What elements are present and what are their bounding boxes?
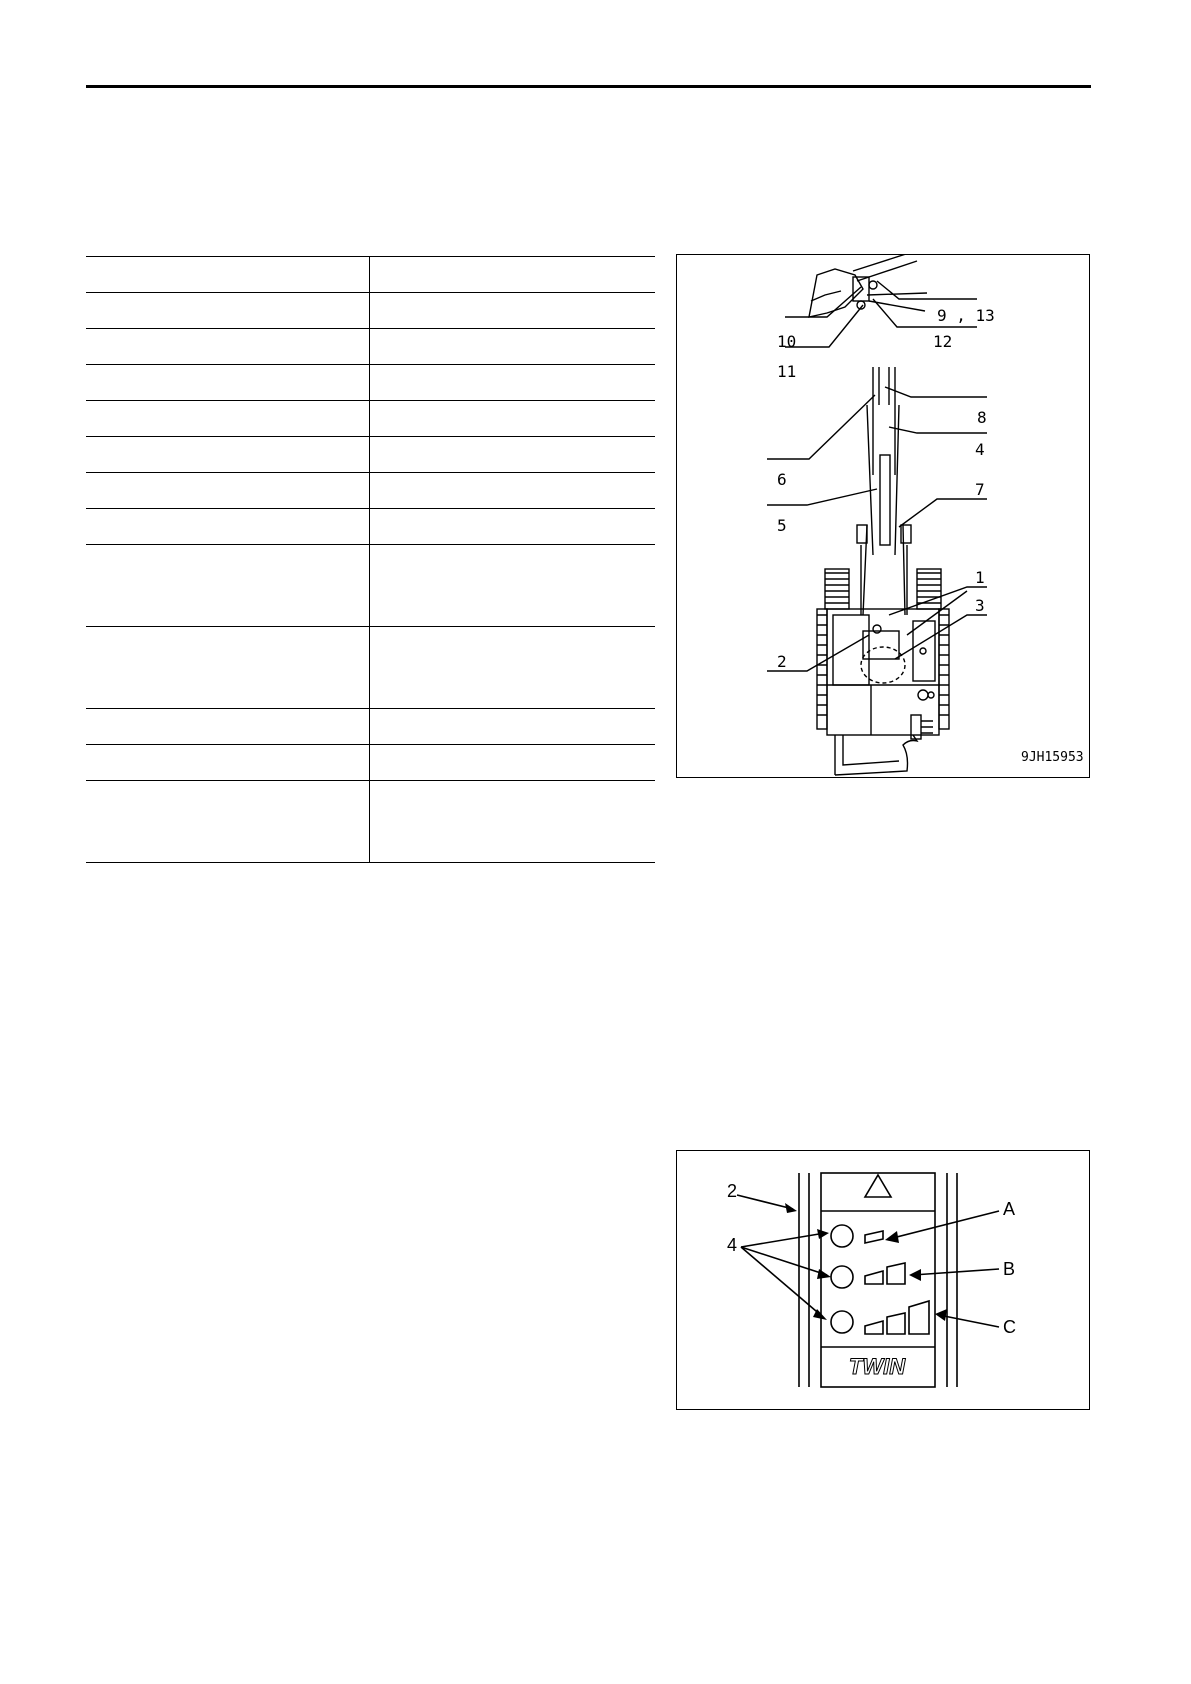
callout-11: 11 <box>777 362 797 381</box>
table-row <box>86 781 655 863</box>
callout-12: 12 <box>933 332 953 351</box>
callout-c: C <box>1003 1317 1016 1337</box>
table-cell-item <box>86 437 370 472</box>
callout-8: 8 <box>977 408 987 427</box>
callout-4: 4 <box>975 440 985 459</box>
callout-a: A <box>1003 1199 1016 1219</box>
table-cell-value <box>370 329 655 364</box>
monitor-panel-drawing <box>677 1151 1089 1409</box>
table-cell-item <box>86 627 370 708</box>
table-cell-item <box>86 365 370 400</box>
table-cell-item <box>86 329 370 364</box>
lamp-1 <box>831 1225 853 1247</box>
table-row <box>86 509 655 545</box>
table-cell-item <box>86 781 370 862</box>
table-row <box>86 473 655 509</box>
table-cell-value <box>370 365 655 400</box>
table-cell-value <box>370 473 655 508</box>
header-rule <box>86 85 1091 88</box>
table-cell-value <box>370 781 655 862</box>
machine-drawing <box>677 255 1089 777</box>
table-row <box>86 745 655 781</box>
table-row <box>86 627 655 709</box>
callout-2: 2 <box>727 1181 738 1201</box>
callout-6: 6 <box>777 470 787 489</box>
table-row <box>86 293 655 329</box>
warning-triangle-icon <box>865 1175 891 1197</box>
table-row <box>86 257 655 293</box>
table-cell-value <box>370 709 655 744</box>
table-row <box>86 709 655 745</box>
callout-3: 3 <box>975 596 985 615</box>
callout-7: 7 <box>975 480 985 499</box>
callout-4: 4 <box>727 1235 738 1255</box>
callout-9-13: 9 , 13 <box>937 306 995 325</box>
spec-table <box>86 256 655 863</box>
callout-2: 2 <box>777 652 787 671</box>
callout-b: B <box>1003 1259 1016 1279</box>
table-cell-item <box>86 257 370 292</box>
table-row <box>86 401 655 437</box>
table-cell-value <box>370 509 655 544</box>
table-cell-item <box>86 401 370 436</box>
table-cell-item <box>86 545 370 626</box>
lamp-2 <box>831 1266 853 1288</box>
upper-structure <box>827 609 939 735</box>
table-cell-value <box>370 545 655 626</box>
table-cell-value <box>370 627 655 708</box>
table-row <box>86 329 655 365</box>
monitor-panel-figure <box>676 1150 1090 1410</box>
callout-1: 1 <box>975 568 985 587</box>
twin-logo: TWIN <box>848 1354 906 1379</box>
lamp-3 <box>831 1311 853 1333</box>
callout-10: 10 <box>777 332 797 351</box>
table-cell-value <box>370 437 655 472</box>
figure-code: 9JH15953 <box>1021 750 1084 765</box>
table-cell-value <box>370 293 655 328</box>
machine-figure <box>676 254 1090 778</box>
table-cell-item <box>86 709 370 744</box>
table-row <box>86 365 655 401</box>
table-row <box>86 437 655 473</box>
callout-5: 5 <box>777 516 787 535</box>
table-cell-item <box>86 745 370 780</box>
table-cell-item <box>86 509 370 544</box>
table-cell-value <box>370 745 655 780</box>
table-cell-item <box>86 473 370 508</box>
level-a-icon <box>865 1231 883 1243</box>
table-row <box>86 545 655 627</box>
table-cell-value <box>370 257 655 292</box>
table-cell-value <box>370 401 655 436</box>
table-cell-item <box>86 293 370 328</box>
